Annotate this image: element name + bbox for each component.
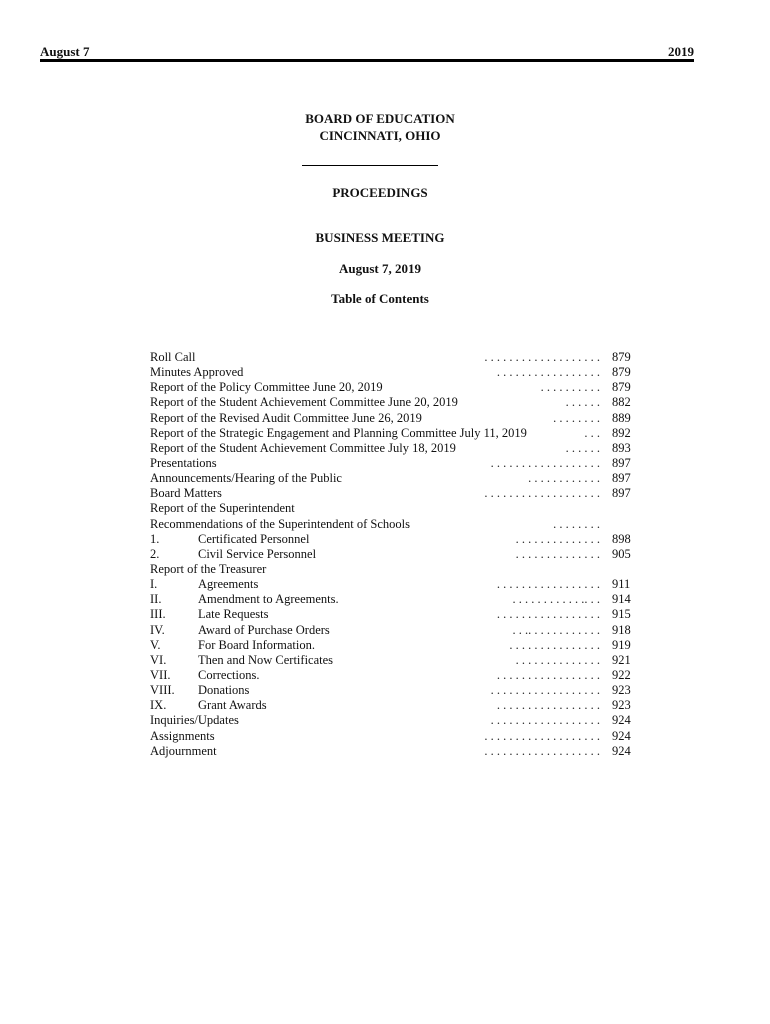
toc-entry-page: 924	[612, 713, 631, 728]
toc-entry-number: I.	[150, 577, 158, 592]
header-rule	[40, 59, 694, 62]
toc-entry-label: Report of the Student Achievement Committee June 20, 2019	[150, 395, 458, 410]
toc-entry-page: 923	[612, 683, 631, 698]
toc-entry	[150, 532, 640, 547]
toc-dot-leaders: . . . . . . . . . . . . . . . . . . .	[484, 486, 600, 501]
toc-entry-label: Assignments	[150, 728, 215, 743]
toc-entry-page: 879	[612, 380, 631, 395]
toc-entry	[150, 653, 640, 668]
toc-entry	[150, 562, 640, 577]
toc-dot-leaders: . . . . . . . . . . . . . . . . . .	[490, 713, 600, 728]
toc-dot-leaders: . . . . . . . . . . . . . . . . .	[496, 667, 600, 682]
toc-dot-leaders: . . . . . . . . . . . . . . . . .	[496, 365, 600, 380]
toc-entry-page: 889	[612, 410, 631, 425]
toc-entry-page: 897	[612, 471, 631, 486]
toc-entry	[150, 486, 640, 501]
toc-entry-label: Minutes Approved	[150, 365, 244, 380]
toc-entry	[150, 441, 640, 456]
page-header	[40, 44, 694, 60]
toc-entry-number: 1.	[150, 531, 160, 546]
toc-entry-label: Report of the Treasurer	[150, 561, 267, 576]
toc-entry	[150, 471, 640, 486]
toc-entry-label: Announcements/Hearing of the Public	[150, 471, 342, 486]
toc-entry-label: Agreements	[198, 577, 259, 592]
toc-entry-page: 882	[612, 395, 631, 410]
toc-entry-label: Report of the Student Achievement Committee July 18, 2019	[150, 440, 456, 455]
toc-dot-leaders: . . . . . . . . . . . . . . . . .	[496, 698, 600, 713]
toc-entry-page: 879	[612, 350, 631, 364]
meeting-type: BUSINESS MEETING	[315, 230, 445, 245]
toc-entry-page: 924	[612, 728, 631, 743]
toc-entry-label: Civil Service Personnel	[198, 546, 317, 561]
toc-dot-leaders: . . . . . . . . . . . . . .	[515, 652, 600, 667]
toc-entry-number: IX.	[150, 698, 167, 713]
toc-entry	[150, 411, 640, 426]
toc-dot-leaders: . . . . . . . . . . . . . . .	[509, 637, 600, 652]
toc-entry-number: II.	[150, 592, 162, 607]
toc-entry-number: VIII.	[150, 683, 175, 698]
toc-entry-label: Then and Now Certificates	[198, 652, 334, 667]
meeting-date: August 7, 2019	[339, 261, 421, 276]
toc-entry-label: Roll Call	[150, 350, 196, 364]
toc-entry-label: Report of the Revised Audit Committee June 26, 2019	[150, 410, 422, 425]
toc-dot-leaders: . . .	[584, 425, 600, 440]
toc-entry-page: 919	[612, 637, 631, 652]
toc-entry-page: 897	[612, 486, 631, 501]
toc-dot-leaders: . . . . . . . . . . . . . . . . . .	[490, 683, 600, 698]
title-divider	[302, 165, 438, 166]
toc-entry-page: 921	[612, 652, 631, 667]
toc-entry-label: Board Matters	[150, 486, 222, 501]
toc-dot-leaders: . . . . . . . . . . . . . . . . . .	[490, 455, 600, 470]
toc-dot-leaders: . . . . . .	[565, 395, 600, 410]
toc-entry-page: 915	[612, 607, 631, 622]
table-of-contents	[150, 350, 640, 759]
toc-entry-label: Presentations	[150, 455, 217, 470]
toc-dot-leaders: . . . . . . . . . . . . . . . . . . .	[484, 728, 600, 743]
board-location: CINCINNATI, OHIO	[319, 128, 441, 143]
toc-entry	[150, 729, 640, 744]
toc-entry-page: 905	[612, 546, 631, 561]
toc-entry	[150, 517, 640, 532]
toc-heading: Table of Contents	[331, 291, 429, 306]
board-name: BOARD OF EDUCATION	[305, 111, 455, 126]
toc-dot-leaders: . . . . . . . . . . . . . .	[515, 546, 600, 561]
toc-entry-label: Late Requests	[198, 607, 269, 622]
toc-entry	[150, 365, 640, 380]
toc-entry	[150, 547, 640, 562]
toc-entry-number: IV.	[150, 622, 165, 637]
toc-dot-leaders: . . .. . . . . . . . . . . .	[512, 622, 600, 637]
toc-dot-leaders: . . . . . . . . . . . . . . . . . . .	[484, 743, 600, 758]
toc-entry-page: 918	[612, 622, 631, 637]
toc-entry	[150, 426, 640, 441]
toc-entry-label: Certificated Personnel	[198, 531, 310, 546]
toc-entry-number: V.	[150, 637, 161, 652]
toc-dot-leaders: . . . . . . . .	[553, 410, 600, 425]
toc-entry	[150, 623, 640, 638]
toc-entry-label: Report of the Policy Committee June 20, 2019	[150, 380, 383, 395]
toc-entry	[150, 713, 640, 728]
toc-entry-label: Award of Purchase Orders	[198, 622, 330, 637]
toc-entry-label: Amendment to Agreements.	[198, 592, 339, 607]
toc-entry-page: 897	[612, 455, 631, 470]
toc-entry-page: 922	[612, 667, 631, 682]
board-title	[280, 110, 480, 144]
toc-entry-label: Report of the Superintendent	[150, 501, 295, 516]
toc-dot-leaders: . . . . . . . .	[553, 516, 600, 531]
proceedings-heading: PROCEEDINGS	[332, 185, 428, 200]
header-date: August 7	[40, 44, 90, 59]
toc-dot-leaders: . . . . . . . . . .	[540, 380, 600, 395]
toc-dot-leaders: . . . . . . . . . . . . . . . . . . .	[484, 350, 600, 364]
toc-entry-label: Adjournment	[150, 743, 217, 758]
toc-dot-leaders: . . . . . .	[565, 440, 600, 455]
toc-entry	[150, 607, 640, 622]
toc-entry-page: 911	[612, 577, 631, 592]
toc-entry	[150, 350, 640, 365]
toc-entry-label: For Board Information.	[198, 637, 315, 652]
toc-entry	[150, 380, 640, 395]
toc-dot-leaders: . . . . . . . . . . . . . . . . .	[496, 607, 600, 622]
toc-entry-page: 898	[612, 531, 631, 546]
toc-entry-number: VI.	[150, 652, 167, 667]
toc-dot-leaders: . . . . . . . . . . . .. . .	[512, 592, 600, 607]
toc-entry-page: 914	[612, 592, 631, 607]
toc-entry-label: Recommendations of the Superintendent of Schools	[150, 516, 411, 531]
toc-entry-page: 879	[612, 365, 631, 380]
toc-entry	[150, 698, 640, 713]
toc-entry-label: Report of the Strategic Engagement and Planning Committee July 11, 2019	[150, 425, 527, 440]
toc-entry	[150, 501, 640, 516]
toc-entry	[150, 683, 640, 698]
toc-entry-label: Donations	[198, 683, 250, 698]
toc-entry	[150, 668, 640, 683]
toc-entry	[150, 395, 640, 410]
toc-entry	[150, 592, 640, 607]
toc-entry-page: 893	[612, 440, 631, 455]
toc-entry	[150, 456, 640, 471]
toc-entry-page: 923	[612, 698, 631, 713]
toc-entry-number: III.	[150, 607, 166, 622]
toc-entry-number: 2.	[150, 546, 160, 561]
toc-entry-number: VII.	[150, 667, 171, 682]
toc-entry-label: Inquiries/Updates	[150, 713, 239, 728]
toc-entry-label: Grant Awards	[198, 698, 267, 713]
toc-entry	[150, 638, 640, 653]
toc-entry	[150, 577, 640, 592]
toc-entry	[150, 744, 640, 759]
toc-entry-page: 924	[612, 743, 631, 758]
header-year: 2019	[668, 44, 694, 59]
toc-entry-label: Corrections.	[198, 667, 260, 682]
toc-dot-leaders: . . . . . . . . . . . .	[528, 471, 600, 486]
toc-dot-leaders: . . . . . . . . . . . . . .	[515, 531, 600, 546]
toc-entry-page: 892	[612, 425, 631, 440]
toc-dot-leaders: . . . . . . . . . . . . . . . . .	[496, 577, 600, 592]
